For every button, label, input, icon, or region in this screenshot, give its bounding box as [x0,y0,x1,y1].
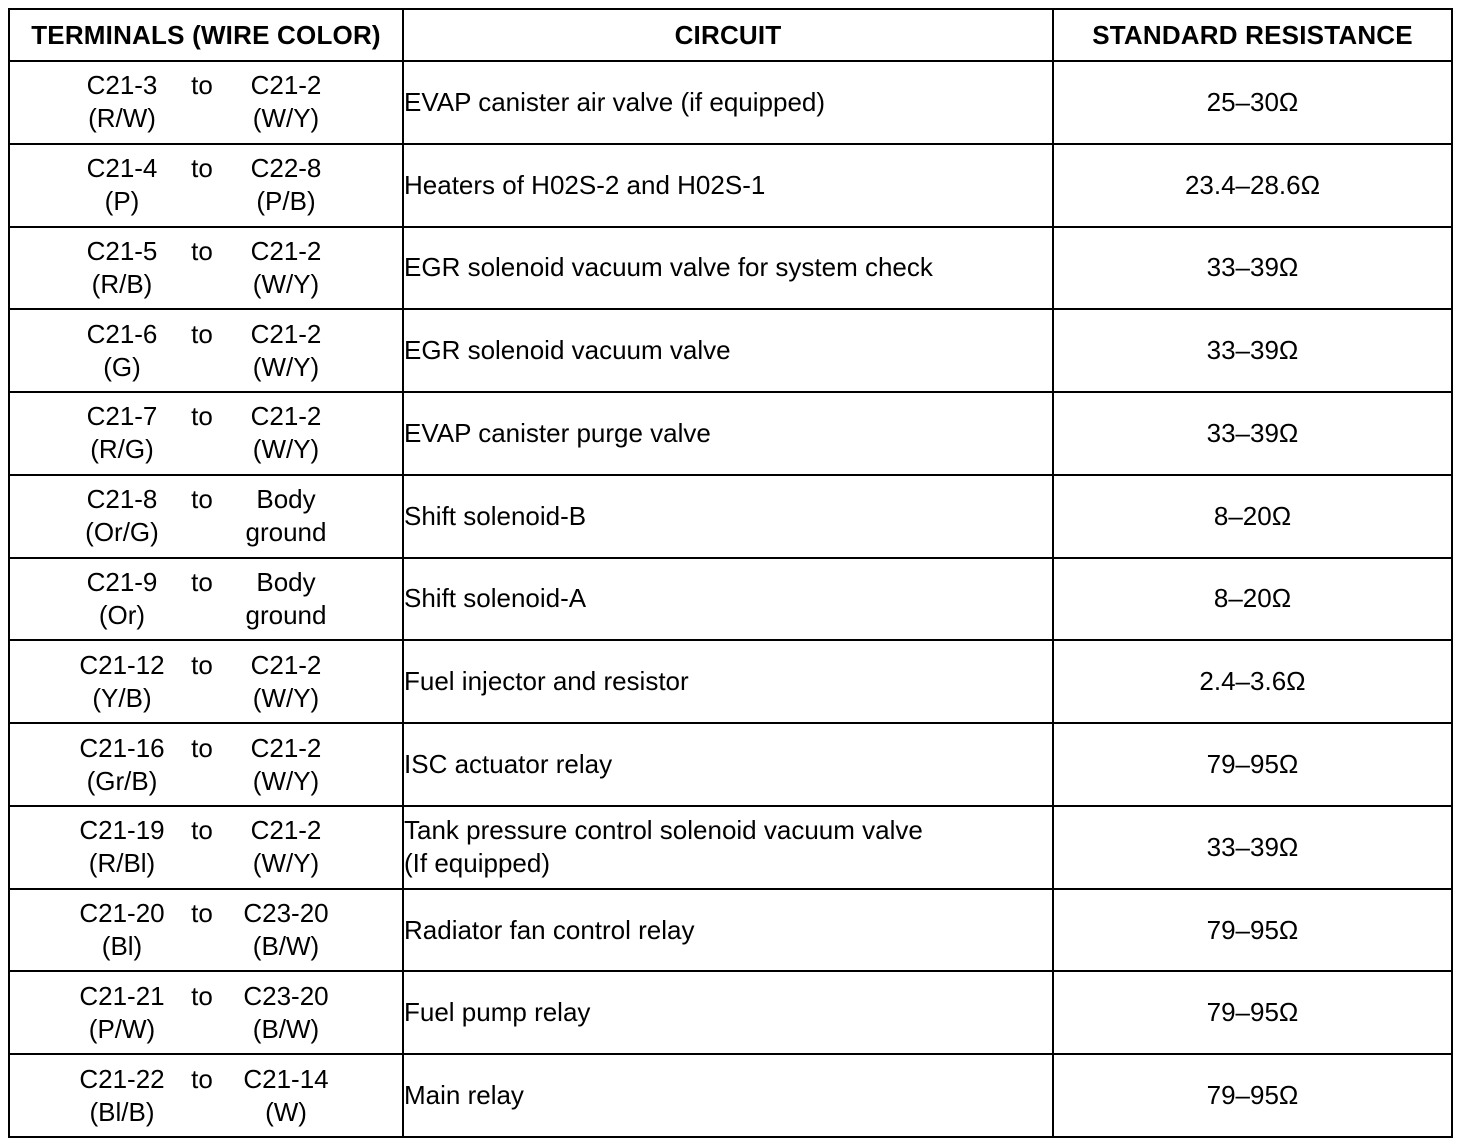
dest-wire-color: ground [245,517,327,548]
dest-terminal: C21-2 [250,70,322,101]
circuit-name: Shift solenoid-A [404,583,587,614]
from-wire-color: (Or/G) [85,517,159,548]
dest-terminal: C21-2 [250,649,322,680]
resistance-cell: 79–95Ω [1053,1054,1452,1137]
from-wire-color: (Bl/B) [89,1096,155,1127]
circuit-cell [403,475,1053,558]
to-label: to [191,898,213,929]
dest-terminal: C22-8 [250,153,322,184]
terminals-cell [9,144,403,227]
from-terminal: C21-21 [79,980,165,1011]
circuit-note: (If equipped) [404,848,550,879]
circuit-cell [403,309,1053,392]
from-terminal: C21-19 [79,815,165,846]
circuit-name: Fuel pump relay [404,997,591,1028]
from-wire-color: (R/B) [91,268,153,299]
dest-terminal: Body [256,484,316,515]
circuit-cell [403,392,1053,475]
circuit-cell [403,640,1053,723]
resistance-cell: 33–39Ω [1053,309,1452,392]
to-label: to [191,732,213,763]
resistance-cell: 25–30Ω [1053,61,1452,144]
circuit-cell [403,558,1053,641]
dest-wire-color: (B/W) [252,931,320,962]
from-terminal: C21-7 [86,401,158,432]
dest-terminal: Body [256,566,316,597]
from-terminal: C21-16 [79,732,165,763]
circuit-cell [403,1054,1053,1137]
from-terminal: C21-8 [86,484,158,515]
terminals-cell [9,309,403,392]
table-row [9,971,1452,1054]
terminals-cell [9,227,403,310]
dest-terminal: C21-2 [250,401,322,432]
dest-wire-color: ground [245,599,327,630]
resistance-cell: 79–95Ω [1053,971,1452,1054]
circuit-cell [403,971,1053,1054]
from-terminal: C21-4 [86,153,158,184]
circuit-name: EGR solenoid vacuum valve for system check [404,252,933,283]
terminals-cell [9,971,403,1054]
table-row [9,889,1452,972]
dest-wire-color: (P/B) [256,186,316,217]
dest-wire-color: (W/Y) [252,682,320,713]
dest-terminal: C23-20 [243,980,329,1011]
resistance-cell: 33–39Ω [1053,392,1452,475]
circuit-cell [403,889,1053,972]
from-wire-color: (Or) [98,599,146,630]
terminals-cell [9,558,403,641]
from-terminal: C21-3 [86,70,158,101]
from-terminal: C21-6 [86,318,158,349]
dest-wire-color: (W/Y) [252,351,320,382]
to-label: to [191,980,213,1011]
from-terminal: C21-9 [86,566,158,597]
resistance-cell: 33–39Ω [1053,806,1452,889]
resistance-cell: 8–20Ω [1053,558,1452,641]
from-wire-color: (G) [103,351,141,382]
terminals-cell [9,475,403,558]
terminals-cell [9,806,403,889]
circuit-name: Radiator fan control relay [404,914,695,945]
from-terminal: C21-5 [86,235,158,266]
table-row [9,806,1452,889]
resistance-cell: 2.4–3.6Ω [1053,640,1452,723]
circuit-name: ISC actuator relay [404,749,613,779]
circuit-cell [403,144,1053,227]
circuit-name: Fuel injector and resistor [404,666,689,697]
table-row [9,1054,1452,1137]
terminals-cell [9,889,403,972]
dest-terminal: C21-2 [250,732,322,763]
to-label: to [191,815,213,846]
from-wire-color: (Bl) [101,931,143,962]
dest-terminal: C23-20 [243,898,329,929]
circuit-name: Main relay [404,1080,524,1111]
resistance-spec-table [8,8,1453,1138]
resistance-cell: 23.4–28.6Ω [1053,144,1452,227]
table-row [9,61,1452,144]
from-wire-color: (R/Bl) [88,848,156,879]
terminals-cell [9,61,403,144]
to-label: to [191,649,213,680]
table-row [9,723,1452,806]
table-body [9,61,1452,1137]
circuit-name: Shift solenoid-B [404,500,587,531]
terminals-cell [9,392,403,475]
table-row [9,309,1452,392]
table-row [9,227,1452,310]
from-terminal: C21-22 [79,1063,165,1094]
from-terminal: C21-12 [79,649,165,680]
circuit-cell [403,227,1053,310]
dest-wire-color: (W/Y) [252,765,320,796]
dest-terminal: C21-2 [250,318,322,349]
to-label: to [191,318,213,349]
circuit-name: EGR solenoid vacuum valve [404,335,731,366]
terminals-cell [9,723,403,806]
to-label: to [191,484,213,515]
from-wire-color: (P) [104,186,140,217]
circuit-cell [403,806,1053,889]
circuit-name: EVAP canister air valve (if equipped) [404,86,826,117]
resistance-cell: 79–95Ω [1053,723,1452,806]
to-label: to [191,235,213,266]
circuit-name: EVAP canister purge valve [404,417,711,448]
resistance-cell: 33–39Ω [1053,227,1452,310]
to-label: to [191,70,213,101]
dest-wire-color: (W/Y) [252,103,320,134]
table-row [9,475,1452,558]
circuit-cell [403,61,1053,144]
dest-wire-color: (B/W) [252,1013,320,1044]
table-row [9,144,1452,227]
from-wire-color: (P/W) [88,1013,156,1044]
dest-terminal: C21-2 [250,235,322,266]
dest-wire-color: (W/Y) [252,848,320,879]
header-resistance: STANDARD RESISTANCE [1053,9,1452,61]
from-wire-color: (Gr/B) [86,765,158,796]
resistance-cell: 8–20Ω [1053,475,1452,558]
table-row [9,392,1452,475]
dest-wire-color: (W/Y) [252,268,320,299]
from-wire-color: (R/G) [90,434,154,465]
resistance-cell: 79–95Ω [1053,889,1452,972]
to-label: to [191,401,213,432]
circuit-name: Heaters of H02S-2 and H02S-1 [404,169,766,200]
to-label: to [191,1063,213,1094]
from-wire-color: (Y/B) [92,682,152,713]
dest-terminal: C21-14 [243,1063,329,1094]
circuit-cell [403,723,1053,806]
dest-wire-color: (W) [265,1096,307,1127]
header-circuit: CIRCUIT [403,9,1053,61]
header-row [9,9,1452,61]
to-label: to [191,153,213,184]
table-row [9,640,1452,723]
terminals-cell [9,640,403,723]
circuit-name: Tank pressure control solenoid vacuum valve [404,815,923,846]
header-terminals: TERMINALS (WIRE COLOR) [9,9,403,61]
from-wire-color: (R/W) [88,103,156,134]
dest-wire-color: (W/Y) [252,434,320,465]
dest-terminal: C21-2 [250,815,322,846]
from-terminal: C21-20 [79,898,165,929]
terminals-cell [9,1054,403,1137]
to-label: to [191,566,213,597]
table-row [9,558,1452,641]
